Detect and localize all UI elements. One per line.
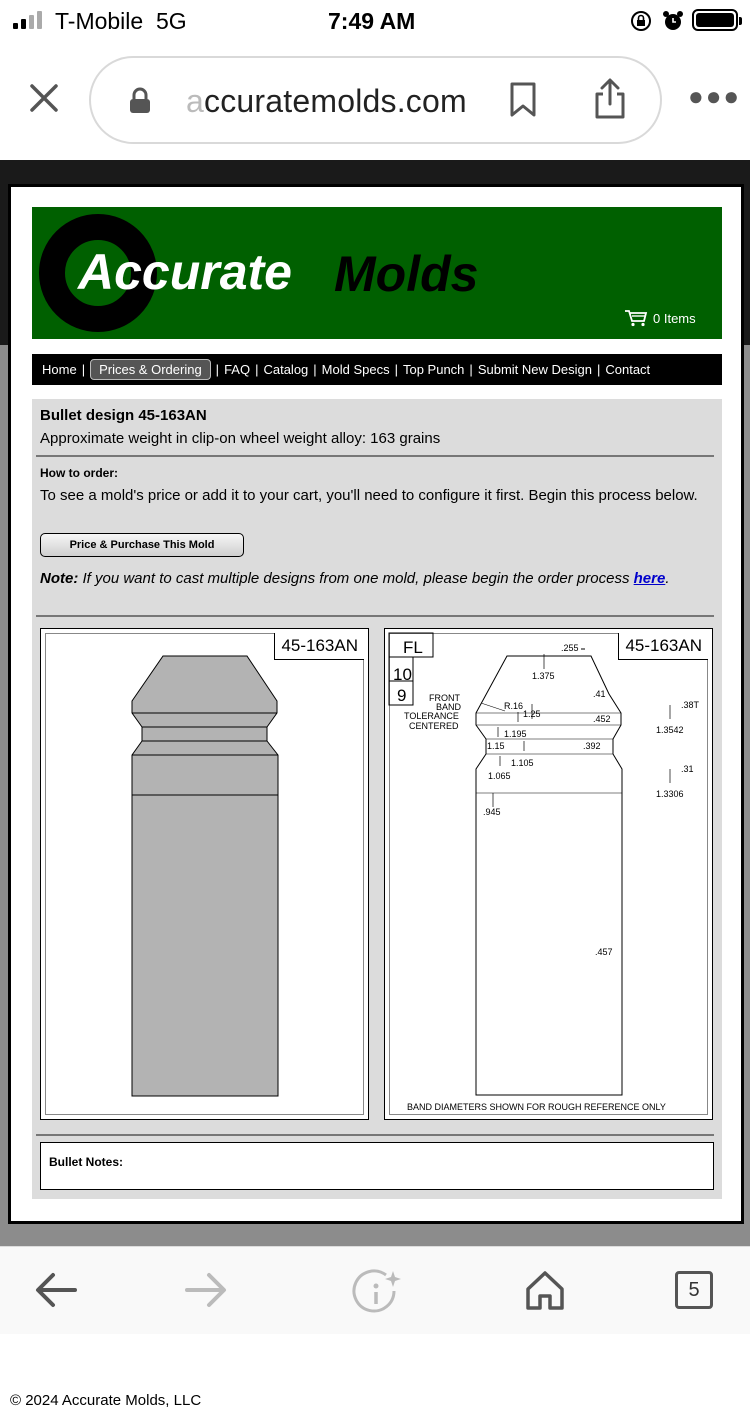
nav-catalog[interactable]: Catalog	[263, 362, 309, 377]
tabs-button[interactable]: 5	[675, 1271, 713, 1309]
design-content	[32, 399, 722, 1199]
drawing-footer-note: BAND DIAMETERS SHOWN FOR ROUGH REFERENCE ONLY	[407, 1102, 666, 1112]
bullet-notes-box	[40, 1142, 714, 1190]
dim-1375: 1.375	[532, 671, 555, 681]
back-arrow-icon[interactable]	[33, 1269, 79, 1311]
alarm-icon	[662, 10, 684, 32]
web-page	[0, 160, 750, 1409]
how-to-heading: How to order:	[40, 466, 118, 480]
design-id-tag: 45-163AN	[618, 633, 708, 660]
browser-toolbar: accuratemolds.com ●●●	[0, 42, 750, 160]
bullet-notes-label: Bullet Notes:	[49, 1155, 124, 1169]
cart-link[interactable]	[624, 309, 696, 327]
copyright-text: © 2024 Accurate Molds, LLC	[10, 1392, 202, 1409]
dim-945: .945	[483, 807, 501, 817]
nav-submit-design[interactable]: Submit New Design	[477, 362, 592, 377]
address-bar[interactable]	[89, 56, 662, 144]
home-icon[interactable]	[524, 1269, 566, 1311]
divider	[36, 1134, 714, 1136]
note-text: Note: If you want to cast multiple designs from one mold, please begin the order process here.	[40, 570, 670, 587]
browser-bottom-toolbar	[0, 1246, 750, 1334]
dim-255: .255	[561, 643, 579, 653]
dim-125: 1.25	[523, 709, 541, 719]
site-banner[interactable]	[32, 207, 722, 339]
dim-31: .31	[681, 764, 694, 774]
site-nav: Home | Prices & Ordering | FAQ | Catalog | Mold Specs | Top Punch | Submit New Design | Contact	[32, 354, 722, 385]
bullet-drawing-panel	[384, 628, 713, 1120]
dim-457: .457	[595, 947, 613, 957]
nav-mold-specs[interactable]: Mold Specs	[321, 362, 390, 377]
dim-115: 1.15	[487, 741, 505, 751]
battery-icon	[692, 9, 738, 31]
site-logo[interactable]	[32, 207, 532, 339]
dim-452: .452	[593, 714, 611, 724]
dim-38t: .38T	[681, 700, 700, 710]
divider	[36, 615, 714, 617]
cart-count[interactable]: 0 Items	[653, 310, 696, 326]
lock-icon	[129, 88, 151, 114]
here-link[interactable]: here	[633, 570, 666, 587]
dim-41: .41	[593, 689, 606, 699]
nav-faq[interactable]: FAQ	[224, 362, 251, 377]
centered-label: CENTERED	[409, 721, 459, 731]
design-id-tag: 45-163AN	[274, 633, 364, 660]
page-frame	[8, 184, 744, 1224]
bookmark-icon[interactable]	[509, 82, 537, 118]
dim-13306: 1.3306	[656, 789, 684, 799]
info-sparkle-icon[interactable]	[352, 1269, 402, 1317]
forward-arrow-icon[interactable]	[183, 1269, 229, 1311]
bullet-silhouette	[41, 629, 370, 1121]
dim-13542: 1.3542	[656, 725, 684, 735]
divider	[36, 455, 714, 457]
weight-text: Approximate weight in clip-on wheel weight alloy: 163 grains	[40, 430, 441, 447]
nav-prices-ordering[interactable]: Prices & Ordering	[90, 359, 211, 380]
close-icon[interactable]	[28, 82, 60, 114]
orientation-lock-icon	[630, 10, 652, 32]
cart-icon	[624, 309, 648, 327]
signal-icon	[13, 11, 47, 29]
band-label: BAND	[436, 702, 462, 712]
front-band-label: FRONT	[429, 693, 460, 703]
share-icon[interactable]	[593, 78, 627, 120]
dim-1105: 1.105	[511, 758, 534, 768]
carrier-label: T-Mobile 5G	[55, 8, 187, 34]
dim-1195: 1.195	[504, 729, 527, 739]
page-title: Bullet design 45-163AN	[40, 407, 207, 424]
fl-number-9: 9	[397, 686, 407, 705]
nav-home[interactable]: Home	[42, 362, 77, 377]
how-to-text: To see a mold's price or add it to your cart, you'll need to configure it first. Begin this process below.	[40, 487, 698, 504]
logo-word-accurate: Accurate	[78, 244, 292, 300]
price-purchase-button[interactable]: Price & Purchase This Mold	[40, 533, 244, 557]
bullet-silhouette-panel	[40, 628, 369, 1120]
fl-label: FL	[403, 638, 423, 657]
status-bar	[0, 0, 750, 42]
tolerance-label: TOLERANCE	[404, 711, 459, 721]
dim-r16: R.16	[504, 701, 524, 711]
dim-392: .392	[583, 741, 601, 751]
nav-top-punch[interactable]: Top Punch	[402, 362, 465, 377]
nav-contact[interactable]: Contact	[605, 362, 651, 377]
url-text[interactable]: accuratemolds.com	[186, 83, 467, 119]
clock: 7:49 AM	[328, 8, 416, 34]
fl-number-10: 10	[393, 665, 412, 684]
logo-word-molds: Molds	[334, 246, 479, 302]
dim-1065: 1.065	[488, 771, 511, 781]
